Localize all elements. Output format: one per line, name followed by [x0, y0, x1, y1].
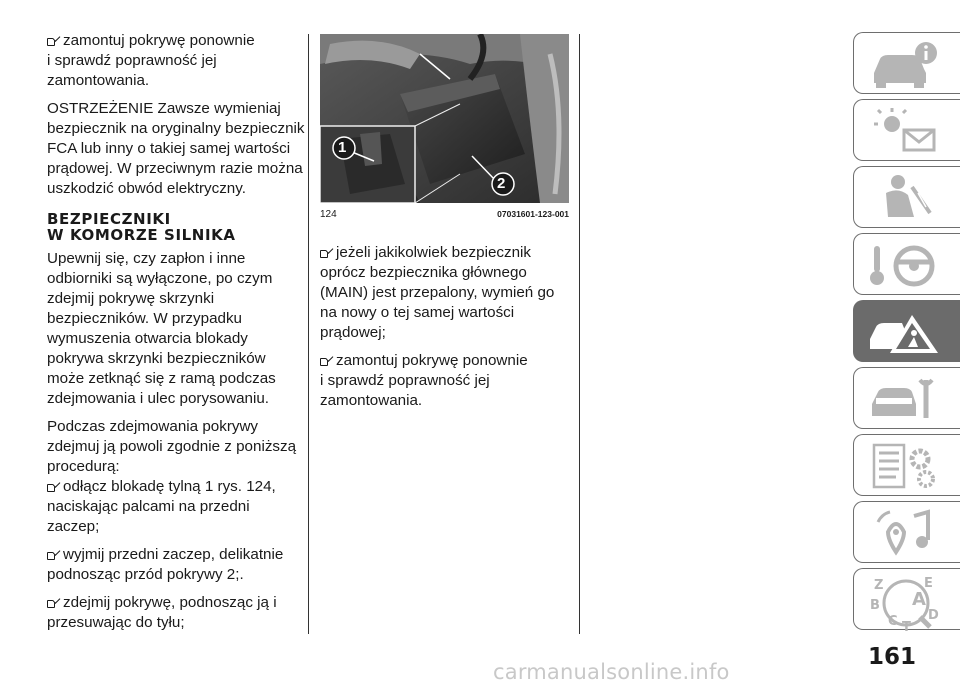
figure-code: 07031601-123-001 — [497, 209, 569, 219]
bullet-item: zamontuj pokrywę ponownie i sprawdź poprawność jej zamontowania. — [320, 352, 528, 409]
column-divider — [579, 34, 580, 634]
engine-fusebox-photo — [320, 34, 569, 203]
svg-text:Z: Z — [874, 578, 884, 593]
right-column — [320, 243, 570, 419]
bullet-item: wyjmij przedni zaczep, delikatnie podnosząc przód pokrywy 2;. — [47, 546, 284, 583]
callout-1: 1 — [338, 139, 347, 156]
bullet-item: zdejmij pokrywę, podnosząc ją i przesuwając do tyłu; — [47, 594, 277, 631]
car-emergency-icon — [868, 307, 944, 357]
checkbox-icon — [47, 598, 60, 608]
paragraph: Upewnij się, czy zapłon i inne odbiorniki są wyłączone, po czym zdejmij pokrywę skrzynki bezpieczników. W przypadku wymuszenia otwarcia blokady pokrywa skrzynki bezpieczników może zetknąć się z ramą podczas zdejmowania i ulec porysowaniu. — [47, 250, 276, 407]
tab-car-info[interactable] — [853, 32, 960, 94]
figure-number: 124 — [320, 209, 337, 220]
tab-dashboard-lights[interactable] — [853, 99, 960, 161]
warning-text: OSTRZEŻENIE Zawsze wymieniaj bezpiecznik na oryginalny bezpiecznik FCA lub inny o takiej samej wartości prądowej. W przeciwnym razie można uszkodzić obwód elektryczny. — [47, 100, 305, 197]
checkbox-icon — [47, 36, 60, 46]
callout-2: 2 — [497, 175, 506, 192]
tab-specs-gears[interactable] — [853, 434, 960, 496]
tab-multimedia[interactable] — [853, 501, 960, 563]
checkbox-icon — [47, 482, 60, 492]
bullet-item: zamontuj pokrywę ponownie i sprawdź poprawność jej zamontowania. — [47, 32, 255, 89]
watermark: carmanualsonline.info — [493, 660, 730, 684]
page-number: 161 — [868, 644, 917, 670]
section-heading: BEZPIECZNIKI W KOMORZE SILNIKA — [47, 210, 236, 244]
svg-text:C: C — [888, 614, 898, 629]
specs-gears-icon — [868, 441, 944, 491]
bullet-item: odłącz blokadę tylną 1 rys. 124, naciskając palcami na przedni zaczep; — [47, 478, 276, 535]
svg-text:A: A — [912, 589, 926, 610]
multimedia-icon — [868, 508, 944, 558]
tab-index-letters[interactable] — [853, 568, 960, 630]
column-divider — [308, 34, 309, 634]
steering-key-icon — [868, 240, 944, 290]
index-letters-icon — [868, 575, 944, 631]
svg-text:D: D — [928, 608, 939, 623]
svg-text:T: T — [902, 620, 911, 631]
dashboard-lights-icon — [868, 106, 944, 156]
bullet-item: jeżeli jakikolwiek bezpiecznik oprócz bezpiecznika głównego (MAIN) jest przepalony, wymień go na nowy o tej samej wartości prądowej; — [320, 244, 555, 341]
tab-seat-safety[interactable] — [853, 166, 960, 228]
checkbox-icon — [320, 356, 333, 366]
svg-text:B: B — [870, 598, 880, 613]
checkbox-icon — [47, 550, 60, 560]
tab-car-service[interactable] — [853, 367, 960, 429]
tab-steering-key[interactable] — [853, 233, 960, 295]
car-info-icon — [868, 39, 944, 89]
checkbox-icon — [320, 248, 333, 258]
left-column — [47, 31, 305, 641]
paragraph: Podczas zdejmowania pokrywy zdejmuj ją powoli zgodnie z poniższą procedurą: — [47, 418, 297, 475]
svg-text:E: E — [924, 576, 933, 591]
seat-safety-icon — [868, 173, 944, 223]
car-service-icon — [868, 374, 944, 424]
tab-car-emergency[interactable] — [853, 300, 960, 362]
